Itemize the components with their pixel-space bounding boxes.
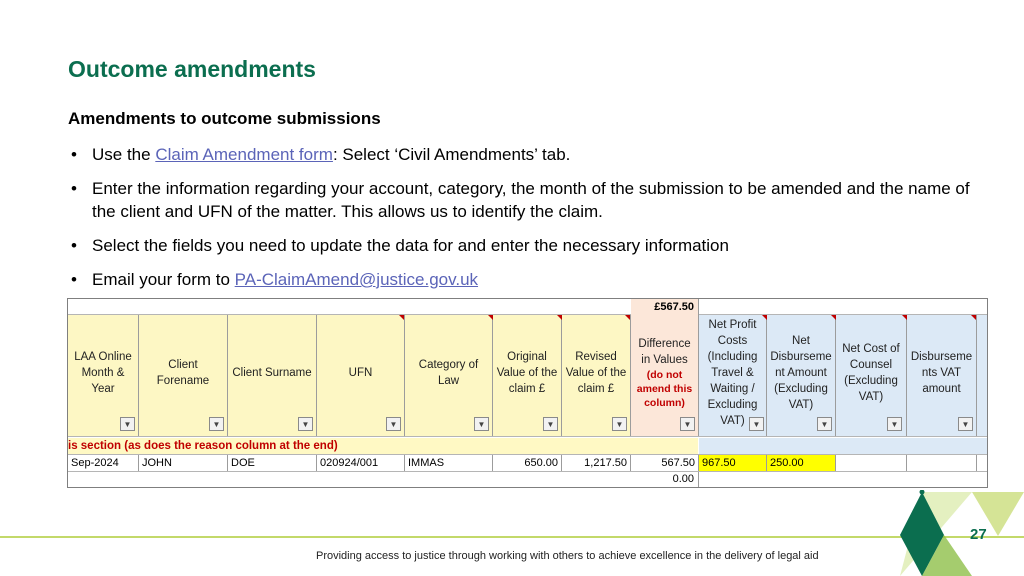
page-number: 27 — [970, 526, 987, 543]
cell-disbursements-vat[interactable] — [907, 455, 977, 471]
claim-amend-email-link[interactable]: PA-ClaimAmend@justice.gov.uk — [234, 270, 479, 289]
filter-dropdown-icon[interactable]: ▼ — [209, 417, 224, 431]
filter-dropdown-icon[interactable]: ▼ — [120, 417, 135, 431]
cell-forename[interactable]: JOHN — [139, 455, 228, 471]
cell-category[interactable]: IMMAS — [405, 455, 493, 471]
header-original-value: Original Value of the claim £ — [493, 315, 562, 436]
cell-surname[interactable]: DOE — [228, 455, 317, 471]
comment-indicator-icon — [557, 315, 562, 320]
header-ufn: UFN — [317, 315, 405, 436]
header-difference-label: Difference in Values — [638, 337, 691, 366]
comment-indicator-icon — [488, 315, 493, 320]
bullet-icon: • — [71, 270, 77, 289]
difference-total-cell: £567.50 — [631, 299, 699, 315]
cell-difference: 567.50 — [631, 455, 699, 471]
difference-zero-cell: 0.00 — [631, 472, 699, 487]
bullet-text: : Select ‘Civil Amendments’ tab. — [332, 145, 571, 164]
filter-dropdown-icon[interactable]: ▼ — [612, 417, 627, 431]
filter-dropdown-icon[interactable]: ▼ — [680, 417, 695, 431]
bullet-list — [68, 143, 988, 302]
spreadsheet-screenshot — [67, 298, 988, 488]
comment-indicator-icon — [625, 315, 630, 320]
header-net-counsel: Net Cost of Counsel (Excluding VAT) — [836, 315, 907, 436]
bullet-icon: • — [71, 179, 77, 198]
bullet-item-information — [68, 177, 988, 223]
footer-tagline: Providing access to justice through working with others to achieve excellence in the delivery of legal aid — [316, 550, 819, 562]
cell-original-value[interactable]: 650.00 — [493, 455, 562, 471]
bullet-item-email — [68, 268, 988, 291]
comment-indicator-icon — [902, 315, 907, 320]
filter-dropdown-icon[interactable]: ▼ — [817, 417, 832, 431]
bullet-text: Select the fields you need to update the data for and enter the necessary information — [92, 236, 729, 255]
header-disbursements-vat: Disburseme nts VAT amount — [907, 315, 977, 436]
bullet-item-form — [68, 143, 988, 166]
bullet-text: Email your form to — [92, 270, 235, 289]
instruction-note-row: is section (as does the reason column at the end) — [68, 438, 698, 454]
filter-dropdown-icon[interactable]: ▼ — [749, 417, 764, 431]
header-extra-column — [977, 315, 987, 436]
header-difference-note: (do not amend this column) — [636, 368, 693, 409]
filter-dropdown-icon[interactable]: ▼ — [887, 417, 902, 431]
cell-ufn[interactable]: 020924/001 — [317, 455, 405, 471]
grid-line — [68, 436, 987, 437]
comment-indicator-icon — [831, 315, 836, 320]
bullet-icon: • — [71, 145, 77, 164]
header-laa-month: LAA Online Month & Year — [68, 315, 139, 436]
header-net-profit-costs: Net Profit Costs (Including Travel & Waiting / Excluding VAT) — [699, 315, 767, 436]
filter-dropdown-icon[interactable]: ▼ — [298, 417, 313, 431]
decorative-triangles-graphic — [872, 490, 1024, 576]
comment-indicator-icon — [762, 315, 767, 320]
bullet-text: Enter the information regarding your account, category, the month of the submission to be amended and the name of the client and UFN of the matter. This allows us to identify the claim. — [92, 179, 970, 221]
cell-net-profit-costs[interactable]: 967.50 — [699, 455, 767, 471]
filter-dropdown-icon[interactable]: ▼ — [386, 417, 401, 431]
header-revised-value: Revised Value of the claim £ — [562, 315, 631, 436]
cell-net-disbursement[interactable]: 250.00 — [767, 455, 836, 471]
bullet-item-fields — [68, 234, 988, 257]
claim-amendment-form-link[interactable]: Claim Amendment form — [155, 145, 333, 164]
filter-dropdown-icon[interactable]: ▼ — [474, 417, 489, 431]
header-client-forename: Client Forename — [139, 315, 228, 436]
cell-revised-value[interactable]: 1,217.50 — [562, 455, 631, 471]
comment-indicator-icon — [971, 315, 976, 320]
cell-month[interactable]: Sep-2024 — [68, 455, 139, 471]
cell-net-counsel[interactable] — [836, 455, 907, 471]
section-subheading: Amendments to outcome submissions — [68, 109, 381, 128]
page-title: Outcome amendments — [68, 56, 316, 82]
bullet-icon: • — [71, 236, 77, 255]
filter-dropdown-icon[interactable]: ▼ — [958, 417, 973, 431]
filter-dropdown-icon[interactable]: ▼ — [543, 417, 558, 431]
comment-indicator-icon — [399, 315, 404, 320]
header-category-of-law: Category of Law — [405, 315, 493, 436]
bullet-text: Use the — [92, 145, 156, 164]
note-row-fill — [699, 438, 987, 454]
header-net-disbursement: Net Disburseme nt Amount (Excluding VAT) — [767, 315, 836, 436]
grid-line — [68, 471, 987, 472]
header-client-surname: Client Surname — [228, 315, 317, 436]
footer-divider — [0, 536, 1024, 538]
